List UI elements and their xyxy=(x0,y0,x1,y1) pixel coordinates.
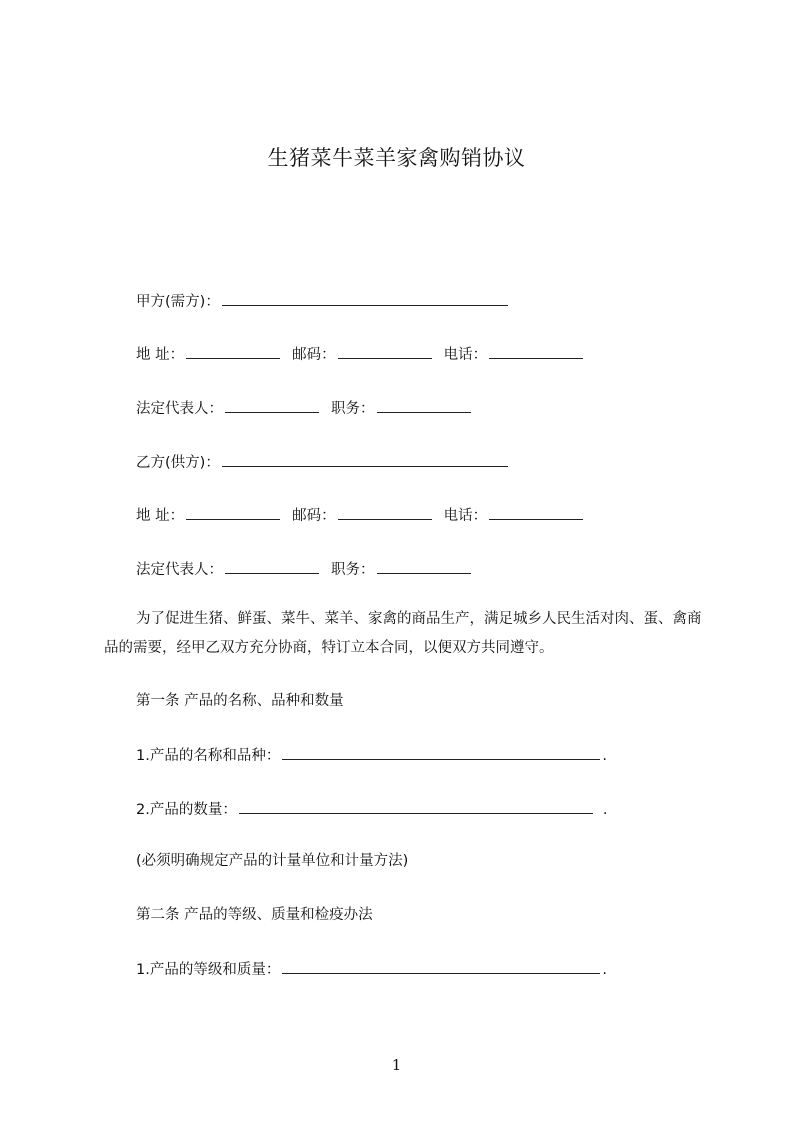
article-1-heading: 第一条 产品的名称、品种和数量 xyxy=(136,693,344,709)
party-a-legal-rep-label: 法定代表人： xyxy=(136,401,223,417)
party-b-name-blank[interactable] xyxy=(222,453,508,467)
party-b-line xyxy=(136,453,510,472)
product-grade-blank[interactable] xyxy=(282,960,600,974)
party-a-address-line xyxy=(136,345,585,364)
article-1-item-1 xyxy=(136,746,607,765)
party-a-phone-blank[interactable] xyxy=(489,345,583,359)
article-1-item-2 xyxy=(136,800,607,819)
party-a-label: 甲方(需方)： xyxy=(136,294,220,310)
product-grade-end: . xyxy=(602,962,607,978)
party-a-line xyxy=(136,292,510,311)
party-a-postcode-blank[interactable] xyxy=(338,345,432,359)
party-b-legal-rep-blank[interactable] xyxy=(225,560,319,574)
product-name-end: . xyxy=(602,748,607,764)
party-a-name-blank[interactable] xyxy=(222,292,508,306)
document-title: 生猪菜牛菜羊家禽购销协议 xyxy=(267,146,526,170)
party-a-address-blank[interactable] xyxy=(186,345,280,359)
party-b-address-blank[interactable] xyxy=(186,506,280,520)
party-b-postcode-label: 邮码： xyxy=(292,508,336,524)
party-a-phone-label: 电话： xyxy=(443,347,488,363)
party-b-label: 乙方(供方)： xyxy=(136,455,220,471)
product-name-blank[interactable] xyxy=(282,746,600,760)
party-b-address-label: 地 址： xyxy=(136,508,185,524)
article-2-item-1 xyxy=(136,960,607,979)
party-b-position-blank[interactable] xyxy=(377,560,471,574)
party-b-phone-label: 电话： xyxy=(443,508,488,524)
party-a-position-label: 职务： xyxy=(331,401,375,417)
page-number: 1 xyxy=(391,1056,402,1074)
party-a-postcode-label: 邮码： xyxy=(292,347,336,363)
intro-paragraph: 为了促进生猪、鲜蛋、菜牛、菜羊、家禽的商品生产，满足城乡人民生活对肉、蛋、禽商品的需要，经甲乙双方充分协商，特订立本合同，以便双方共同遵守。 xyxy=(104,611,702,656)
party-b-position-label: 职务： xyxy=(331,562,375,578)
party-b-rep-line xyxy=(136,560,473,579)
party-a-position-blank[interactable] xyxy=(377,399,471,413)
article-1-note: (必须明确规定产品的计量单位和计量方法) xyxy=(136,853,409,869)
party-b-postcode-blank[interactable] xyxy=(338,506,432,520)
article-2-heading: 第二条 产品的等级、质量和检疫办法 xyxy=(136,907,373,923)
product-name-label: 1.产品的名称和品种： xyxy=(136,748,281,764)
party-b-phone-blank[interactable] xyxy=(489,506,583,520)
product-quantity-end: . xyxy=(602,802,608,818)
party-b-legal-rep-label: 法定代表人： xyxy=(136,562,223,578)
product-quantity-blank[interactable] xyxy=(239,800,593,814)
party-a-legal-rep-blank[interactable] xyxy=(225,399,319,413)
product-quantity-label: 2.产品的数量： xyxy=(136,802,237,818)
party-b-address-line xyxy=(136,506,585,525)
product-grade-label: 1.产品的等级和质量： xyxy=(136,962,281,978)
party-a-address-label: 地 址： xyxy=(136,347,185,363)
party-a-rep-line xyxy=(136,399,473,418)
